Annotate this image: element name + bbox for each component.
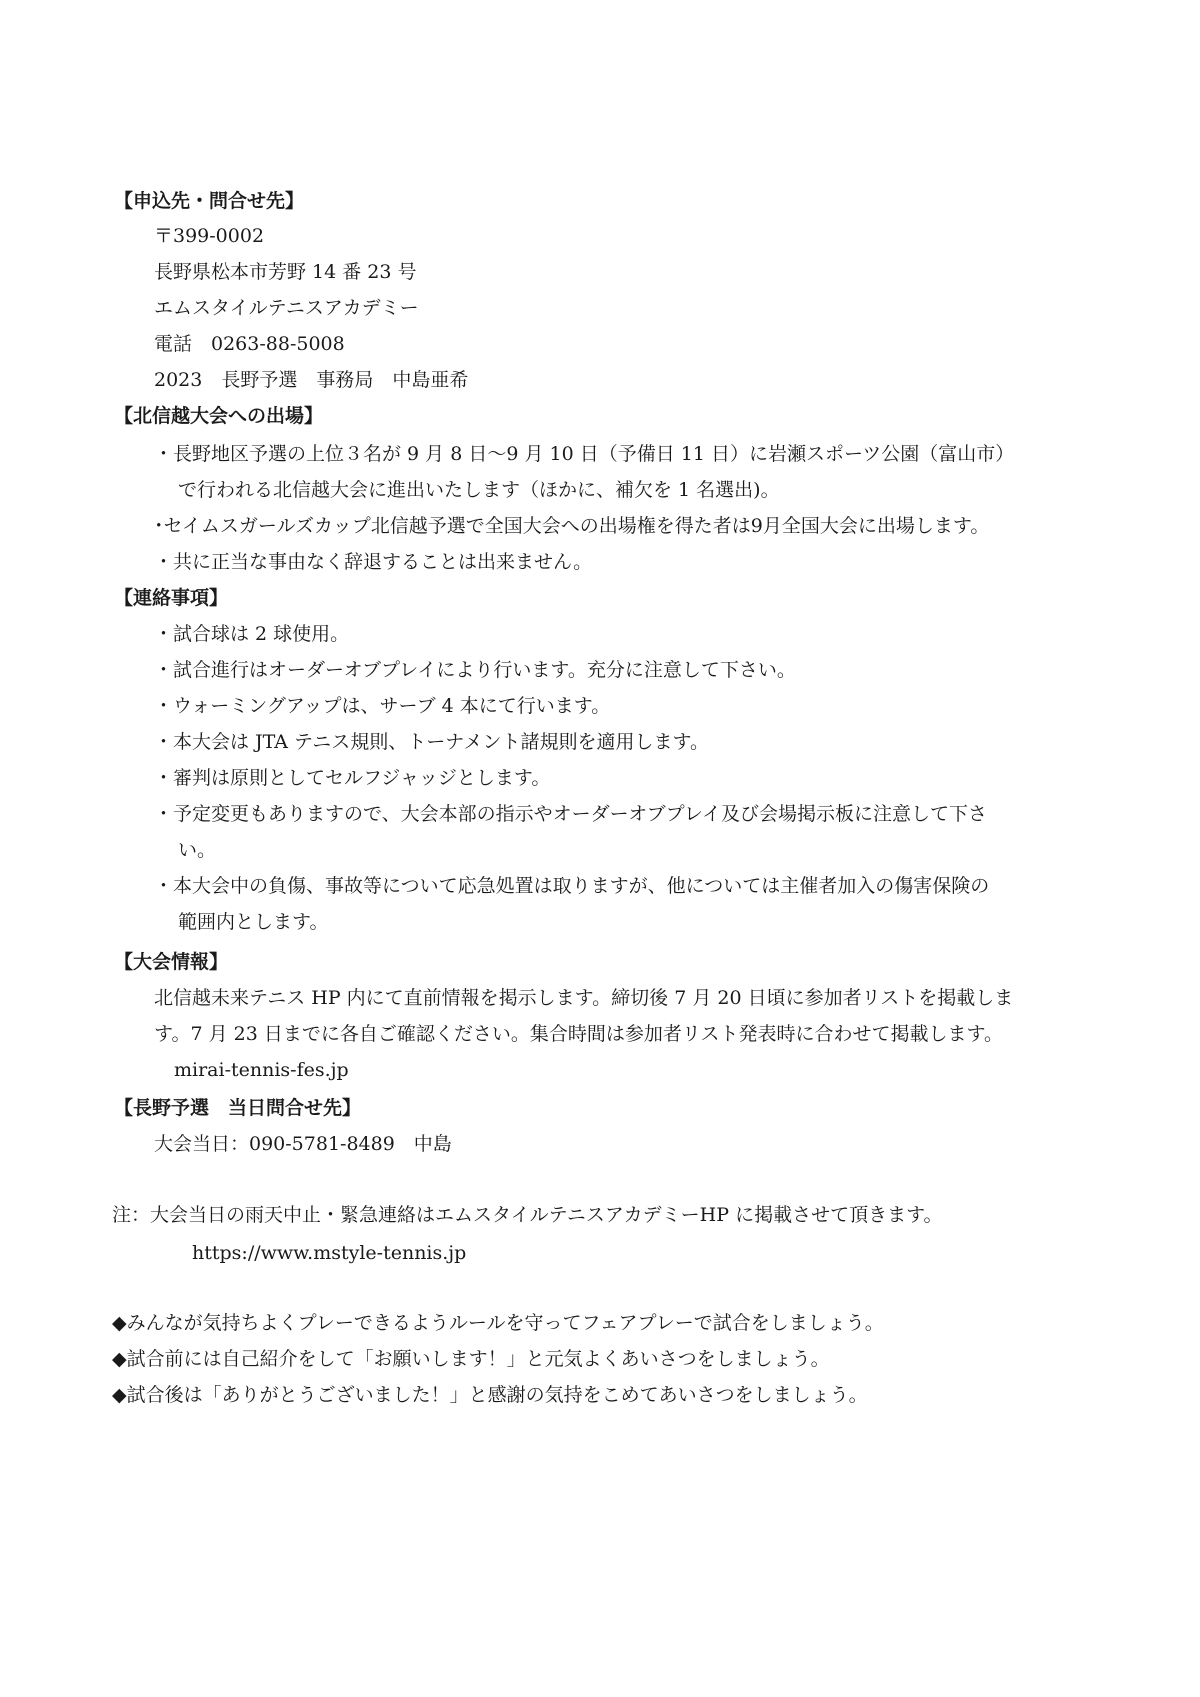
section-heading-contact: 【申込先・問合せ先】 (114, 190, 305, 212)
address: 長野県松本市芳野 14 番 23 号 (154, 261, 417, 283)
list-item: ・長野地区予選の上位３名が 9 月 8 日～9 月 10 日（予備日 11 日）に岩瀬スポーツ公園（富山市） (154, 443, 1015, 465)
list-item: ・試合球は 2 球使用。 (154, 623, 350, 645)
list-item: ・試合進行はオーダーオブプレイにより行います。充分に注意して下さい。 (154, 659, 796, 681)
note-text: 注：大会当日の雨天中止・緊急連絡はエムスタイルテニスアカデミーHP に掲載させて頂きます。 (112, 1204, 943, 1226)
list-item: ・本大会中の負傷、事故等について応急処置は取りますが、他については主催者加入の傷害保険の (154, 875, 990, 897)
section-heading-notices: 【連絡事項】 (114, 587, 229, 609)
list-item: ・本大会は JTA テニス規則、トーナメント諸規則を適用します。 (154, 731, 710, 753)
section-heading-dayof: 【長野予選 当日問合せ先】 (114, 1097, 362, 1119)
postal-code: 〒399-0002 (154, 225, 265, 247)
list-item: ・審判は原則としてセルフジャッジとします。 (154, 767, 551, 789)
info-url: mirai-tennis-fes.jp (174, 1059, 349, 1081)
list-item-continuation: 範囲内とします。 (178, 911, 329, 933)
etiquette-item: ◆試合後は「ありがとうございました！」と感謝の気持をこめてあいさつをしましょう。 (112, 1384, 868, 1406)
list-item: ･セイムスガールズカップ北信越予選で全国大会への出場権を得た者は9月全国大会に出場します。 (154, 515, 990, 537)
section-heading-info: 【大会情報】 (114, 951, 229, 973)
etiquette-item: ◆試合前には自己紹介をして「お願いします！」と元気よくあいさつをしましょう。 (112, 1348, 830, 1370)
note-url: https://www.mstyle-tennis.jp (192, 1242, 467, 1264)
etiquette-item: ◆みんなが気持ちよくプレーできるようルールを守ってフェアプレーで試合をしましょう。 (112, 1312, 884, 1334)
info-text: す。7 月 23 日までに各自ご確認ください。集合時間は参加者リスト発表時に合わせて掲載します。 (154, 1023, 1003, 1045)
list-item: ・予定変更もありますので、大会本部の指示やオーダーオブプレイ及び会場掲示板に注意して下さ (154, 803, 987, 825)
list-item: ・ウォーミングアップは、サーブ 4 本にて行います。 (154, 695, 611, 717)
office-contact: 2023 長野予選 事務局 中島亜希 (154, 369, 469, 391)
section-heading-hokushinetsu: 【北信越大会への出場】 (114, 405, 324, 427)
dayof-contact: 大会当日：090-5781-8489 中島 (154, 1133, 452, 1155)
list-item: ・共に正当な事由なく辞退することは出来ません。 (154, 551, 593, 573)
info-text: 北信越未来テニス HP 内にて直前情報を掲示します。締切後 7 月 20 日頃に参加者リストを掲載しま (154, 987, 1014, 1009)
phone-number: 電話 0263-88-5008 (154, 333, 345, 355)
list-item-continuation: い。 (178, 839, 217, 861)
organization-name: エムスタイルテニスアカデミー (154, 297, 419, 319)
list-item-continuation: で行われる北信越大会に進出いたします（ほかに、補欠を 1 名選出)。 (178, 479, 780, 501)
